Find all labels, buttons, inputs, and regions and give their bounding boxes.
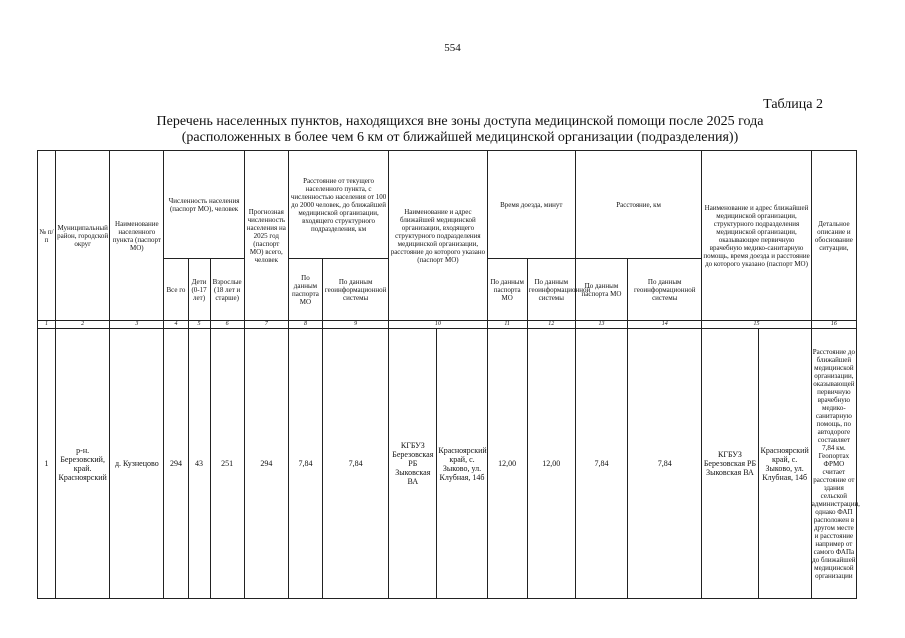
- column-number: 14: [628, 321, 702, 329]
- column-number: 4: [164, 321, 188, 329]
- column-number: 7: [244, 321, 288, 329]
- header-time-geo: По данным геоинформационной системы: [527, 259, 575, 321]
- column-number: 11: [487, 321, 527, 329]
- row-settlement: д. Кузнецово: [110, 329, 164, 599]
- column-number: 8: [288, 321, 322, 329]
- row-district: р-н. Березовский, край. Красноярский: [56, 329, 110, 599]
- column-number: 16: [811, 321, 856, 329]
- row-time-geo: 12,00: [527, 329, 575, 599]
- row-primary-org-name: КГБУЗ Березовская РБ Зыковская ВА: [702, 329, 758, 599]
- header-settlement: Наименование населенного пункта (паспорт МО): [110, 151, 164, 321]
- header-district: Муниципальный район, городской округ: [56, 151, 110, 321]
- header-forecast: Прогнозная численность населения на 2025 год (паспорт МО) всего, человек: [244, 151, 288, 321]
- header-time-passport: По данным паспорта МО: [487, 259, 527, 321]
- column-number: 10: [389, 321, 487, 329]
- header-description: Детальное описание и обоснование ситуации,: [811, 151, 856, 321]
- header-pop-adults: Взрослые (18 лет и старше): [210, 259, 244, 321]
- header-dist-geo: По данным геоинформационной системы: [323, 259, 389, 321]
- row-pop-children: 43: [188, 329, 210, 599]
- table-title-line-1: Перечень населенных пунктов, находящихся вне зоны доступа медицинской помощи после 2025 года: [156, 114, 764, 129]
- header-primary-org: Наименование и адрес ближайшей медицинской организации, структурного подразделения медицинской организации, оказывающее первичную врачебную медико-санитарную помощь, время доезда и расстояние до которого указано (паспорт МО): [702, 151, 811, 321]
- header-distance-group: Расстояние от текущего населенного пункта, с численностью населения от 100 до 2000 человек, до ближайшей медицинской организации, входящего структурного подразделения, км: [288, 151, 388, 259]
- header-distance: Расстояние, км: [575, 151, 701, 259]
- column-number: 9: [323, 321, 389, 329]
- row-pop-total: 294: [164, 329, 188, 599]
- column-number: 3: [110, 321, 164, 329]
- header-km-passport: По данным паспорта МО: [575, 259, 627, 321]
- column-number: 1: [38, 321, 56, 329]
- column-number-row: [38, 321, 857, 329]
- column-number: 5: [188, 321, 210, 329]
- row-dist-geo: 7,84: [323, 329, 389, 599]
- table-row: [38, 329, 857, 599]
- table-title-line-2: (расположенных в более чем 6 км от ближайшей медицинской организации (подразделения)): [181, 130, 739, 145]
- column-number: 6: [210, 321, 244, 329]
- column-number: 15: [702, 321, 811, 329]
- row-pop-adults: 251: [210, 329, 244, 599]
- header-travel-time: Время доезда, минут: [487, 151, 575, 259]
- column-number: 13: [575, 321, 627, 329]
- table-title: [60, 114, 860, 146]
- column-number: 12: [527, 321, 575, 329]
- row-time-passport: 12,00: [487, 329, 527, 599]
- header-km-geo: По данным геоинформационной системы: [628, 259, 702, 321]
- page-number: 554: [444, 42, 461, 54]
- row-km-passport: 7,84: [575, 329, 627, 599]
- table-label: Таблица 2: [763, 97, 823, 112]
- header-pop-children: Дети (0-17 лет): [188, 259, 210, 321]
- row-primary-org-address: Красноярский край, с. Зыково, ул. Клубная, 14б: [758, 329, 811, 599]
- row-description: Расстояние до ближайшей медицинской организации, оказывающей первичную врачебную медико-санитарную помощь, по автодороге составляет 7,84 км. Геопортах ФРМО считает расстояние от здания сельской администрации, однако ФАП расположен в другом месте и расстояние например от самого ФАПа до ближайшей медицинской организации: [811, 329, 856, 599]
- header-nearest-org: Наименование и адрес ближайшей медицинской организации, входящего структурного подразделения медицинской организации, расстояние до которого указано (паспорт МО): [389, 151, 487, 321]
- header-num: № п/ п: [38, 151, 56, 321]
- row-num: 1: [38, 329, 56, 599]
- row-km-geo: 7,84: [628, 329, 702, 599]
- column-number: 2: [56, 321, 110, 329]
- header-population: Численность населения (паспорт МО), человек: [164, 151, 244, 259]
- row-nearest-org-name: КГБУЗ Березовская РБ Зыковская ВА: [389, 329, 437, 599]
- header-pop-total: Все го: [164, 259, 188, 321]
- header-dist-passport: По данным паспорта МО: [288, 259, 322, 321]
- row-nearest-org-address: Красноярский край, с. Зыково, ул. Клубная, 14б: [437, 329, 487, 599]
- settlements-table: [37, 150, 860, 599]
- row-dist-passport: 7,84: [288, 329, 322, 599]
- row-forecast: 294: [244, 329, 288, 599]
